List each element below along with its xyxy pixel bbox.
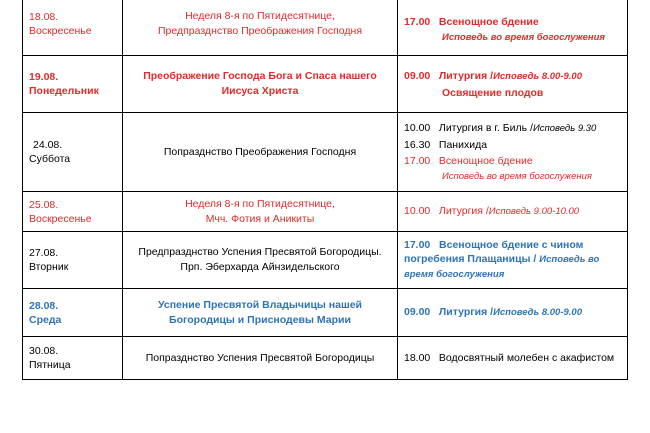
service-line [404, 203, 627, 220]
service-text: Всенощное бдение с чином погребения Плащаницы / [404, 239, 584, 265]
service-line [404, 304, 627, 321]
date-cell [23, 192, 123, 232]
date-cell [23, 232, 123, 289]
feast-line: Иисуса Христа [221, 85, 299, 97]
table-row [23, 289, 628, 337]
service-time: 17.00 [404, 154, 431, 167]
service-text: Литургия / [438, 205, 489, 217]
service-text: Панихида [438, 138, 488, 151]
schedule-table [22, 0, 628, 380]
service-line [404, 68, 627, 85]
weekday: Воскресенье [29, 212, 92, 225]
weekday: Среда [29, 313, 62, 326]
confession-note: Исповедь 9.00-10.00 [488, 206, 580, 217]
service-line [404, 137, 627, 153]
feast-line: Неделя 8-я по Пятидесятнице, [185, 197, 335, 210]
date-cell [23, 337, 123, 380]
feast-cell [123, 289, 398, 337]
confession-note: Исповедь во время богослужения [442, 170, 592, 182]
service-line [404, 238, 627, 282]
weekday: Воскресенье [29, 25, 92, 37]
feast-line: Неделя 8-я по Пятидесятнице, [185, 10, 335, 22]
date-cell [23, 289, 123, 337]
service-text: Литургия в г. Биль / [438, 121, 533, 134]
feast-line: Преображение Господа Бога и Спаса нашего [143, 70, 377, 82]
feast-line: Попразднство Преображения Господня [163, 145, 357, 158]
table-row [23, 337, 628, 380]
feast-line: Предпразднство Преображения Господня [157, 25, 363, 37]
confession-note: Исповедь во время богослужения [404, 254, 600, 280]
services-cell [398, 232, 628, 289]
date-cell [23, 56, 123, 113]
service-time: 17.00 [404, 16, 431, 28]
feast-cell [123, 56, 398, 113]
weekday: Суббота [29, 153, 71, 165]
date: 24.08. [33, 139, 63, 151]
date: 18.08. [29, 11, 59, 23]
feast-line: Богородицы и Приснодевы Марии [169, 313, 351, 326]
service-text: Всенощное бдение [438, 16, 539, 28]
services-cell [398, 0, 628, 56]
date-cell [23, 113, 123, 192]
feast-cell [123, 0, 398, 56]
services-cell [398, 337, 628, 380]
feast-cell [123, 232, 398, 289]
service-line [404, 120, 627, 137]
weekday: Понедельник [29, 85, 99, 97]
service-text: Литургия / [438, 69, 494, 82]
date: 19.08. [29, 71, 59, 83]
weekday: Пятница [29, 359, 71, 371]
date: 27.08. [29, 247, 59, 259]
table-row [23, 232, 628, 289]
service-text: Водосвятный молебен с акафистом [438, 352, 615, 364]
date-cell [23, 0, 123, 56]
feast-line: Мчч. Фотия и Аникиты [205, 212, 315, 225]
feast-line: Успение Пресвятой Владычицы нашей [157, 298, 363, 311]
service-line [404, 14, 627, 30]
feast-cell [123, 192, 398, 232]
service-time: 10.00 [404, 121, 431, 134]
feast-cell [123, 337, 398, 380]
table-row [23, 0, 628, 56]
services-cell [398, 192, 628, 232]
service-line [404, 153, 627, 169]
service-text: Всенощное бдение [438, 154, 533, 167]
feast-line: Попразднство Успения Пресвятой Богородицы [145, 351, 375, 364]
services-cell [398, 113, 628, 192]
service-time: 09.00 [404, 306, 431, 318]
confession-note: Исповедь во время богослужения [442, 32, 606, 43]
service-time: 18.00 [404, 352, 431, 364]
table-row [23, 192, 628, 232]
service-time: 17.00 [404, 239, 431, 251]
service-text: Литургия / [438, 306, 494, 318]
feast-cell [123, 113, 398, 192]
feast-line: Предпразднство Успения Пресвятой Богородицы. [138, 246, 382, 258]
date: 25.08. [29, 198, 59, 211]
date: 28.08. [29, 299, 59, 312]
service-time: 10.00 [404, 205, 431, 217]
confession-note: Исповедь 9.30 [532, 122, 597, 134]
services-cell [398, 56, 628, 113]
table-row [23, 113, 628, 192]
weekday: Вторник [29, 261, 69, 273]
feast-line: Прп. Эберхарда Айнзидельского [180, 261, 340, 273]
confession-note: Исповедь 8.00-9.00 [493, 70, 582, 82]
service-line: Освящение плодов [442, 86, 544, 99]
services-cell [398, 289, 628, 337]
date: 30.08. [29, 345, 59, 357]
service-line [404, 350, 627, 366]
service-time: 09.00 [404, 69, 431, 82]
service-time: 16.30 [404, 138, 431, 151]
table-row [23, 56, 628, 113]
confession-note: Исповедь 8.00-9.00 [493, 307, 582, 318]
